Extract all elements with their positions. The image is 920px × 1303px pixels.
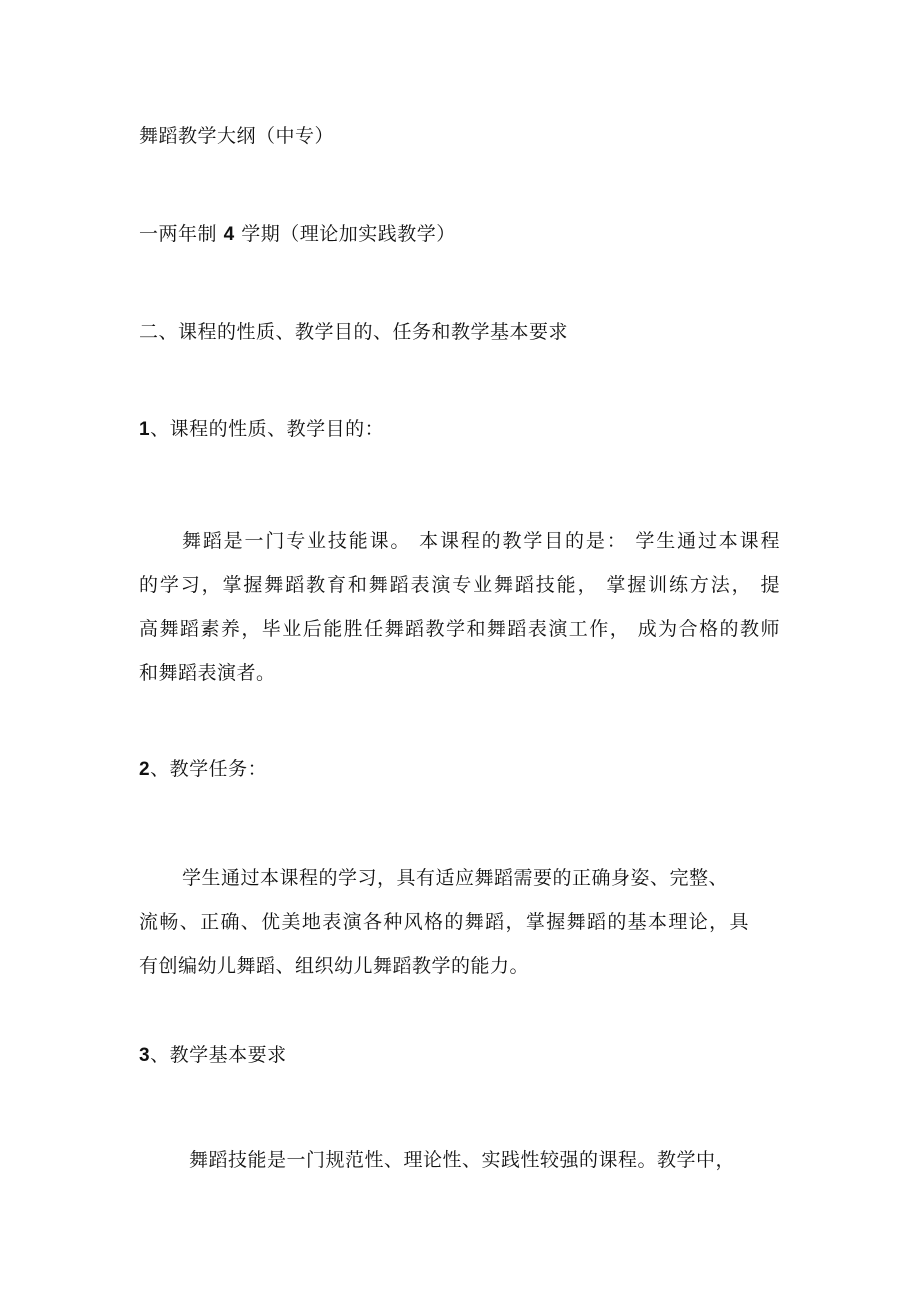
paragraph-line: 有创编幼儿舞蹈、组织幼儿舞蹈教学的能力。 xyxy=(139,955,530,977)
item1-heading xyxy=(139,417,384,442)
paragraph-line: 和舞蹈表演者。 xyxy=(139,662,276,684)
schedule-number: 4 xyxy=(223,224,235,245)
item2-paragraph xyxy=(139,856,749,988)
paragraph-line: 流畅、正确、优美地表演各种风格的舞蹈，掌握舞蹈的基本理论，具 xyxy=(139,911,749,933)
paragraph-line: 舞蹈是一门专业技能课。 本课程的教学目的是： 学生通过本课程 xyxy=(182,530,780,552)
paragraph-line: 舞蹈技能是一门规范性、理论性、实践性较强的课程。教学中， xyxy=(189,1149,736,1171)
paragraph-line: 高舞蹈素养，毕业后能胜任舞蹈教学和舞蹈表演工作， 成为合格的教师 xyxy=(139,618,780,640)
item2-heading-text: 、教学任务： xyxy=(150,758,268,780)
item3-paragraph xyxy=(189,1138,749,1182)
paragraph-line: 的学习，掌握舞蹈教育和舞蹈表演专业舞蹈技能， 掌握训练方法， 提 xyxy=(139,574,780,596)
item2-heading xyxy=(139,757,267,782)
document-title: 舞蹈教学大纲（中专） xyxy=(139,125,335,147)
item2-number: 2 xyxy=(139,759,151,780)
item1-paragraph xyxy=(139,519,780,695)
schedule-suffix: 学期（理论加实践教学） xyxy=(241,223,456,245)
schedule-line xyxy=(139,222,456,247)
section-two-heading: 二、课程的性质、教学目的、任务和教学基本要求 xyxy=(139,321,569,343)
item1-number: 1 xyxy=(139,419,151,440)
item1-heading-text: 、课程的性质、教学目的： xyxy=(150,418,385,440)
paragraph-line: 学生通过本课程的学习，具有适应舞蹈需要的正确身姿、完整、 xyxy=(182,867,729,889)
item3-heading xyxy=(139,1043,287,1068)
schedule-prefix: 一两年制 xyxy=(139,223,218,245)
item3-heading-text: 、教学基本要求 xyxy=(150,1044,287,1066)
item3-number: 3 xyxy=(139,1045,151,1066)
